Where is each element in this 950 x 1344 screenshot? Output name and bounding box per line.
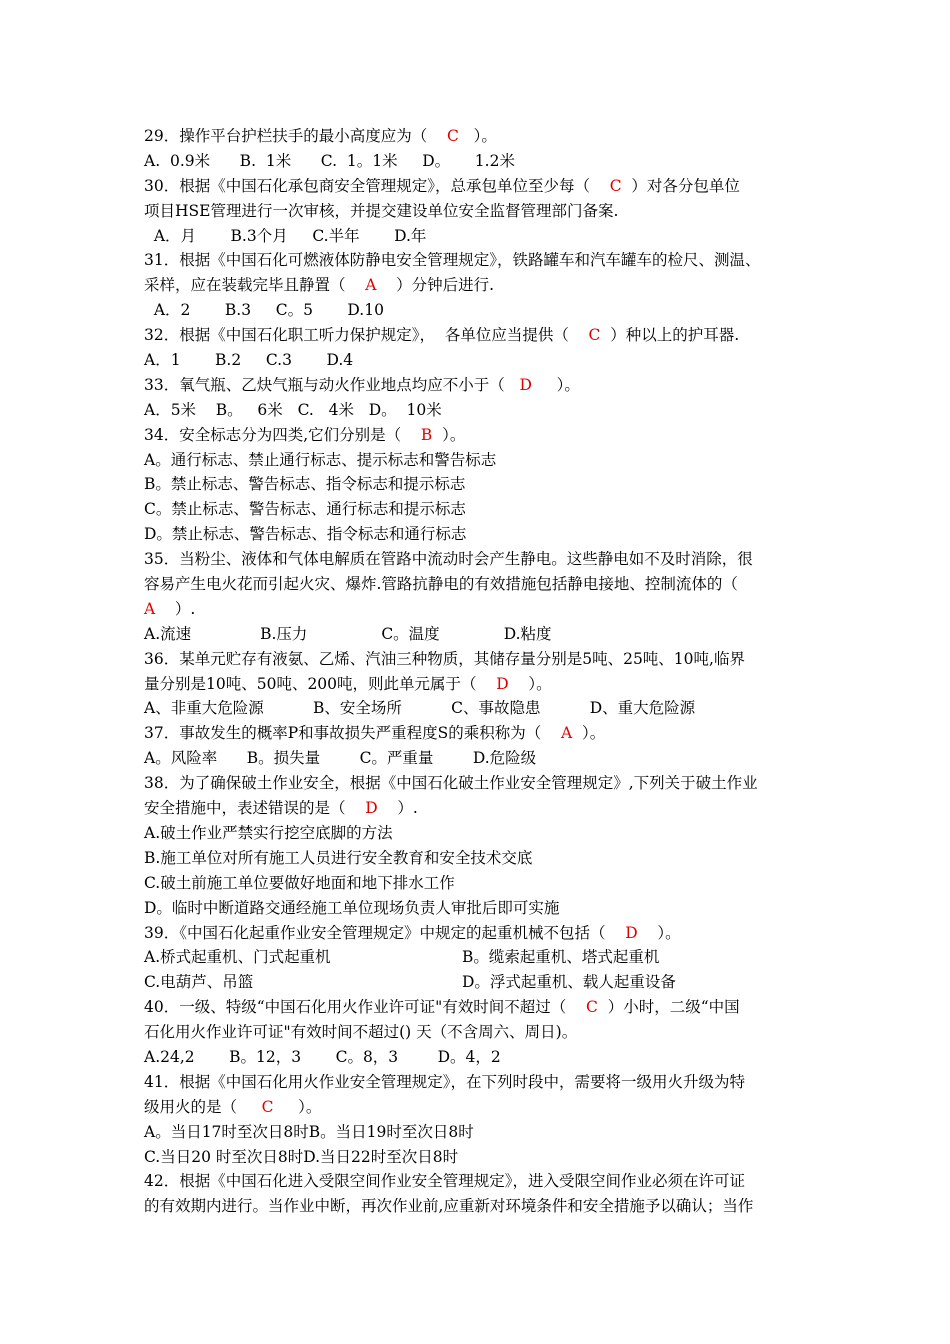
question-34: 34．安全标志分为四类,它们分别是（ B ）。 [144, 425, 466, 444]
options-33: A．5米 B。 6米 C. 4米 D。 10米 [144, 400, 442, 419]
question-30-cont: 项目HSE管理进行一次审核，并提交建设单位安全监督管理部门备案. [144, 201, 619, 220]
answer-30: C [609, 176, 622, 195]
options-39-ab [144, 945, 808, 970]
question-33: 33．氧气瓶、乙炔气瓶与动火作业地点均应不小于（ D ）。 [144, 375, 580, 394]
option-39-b: B。缆索起重机、塔式起重机 [462, 948, 660, 967]
option-34-b: B。禁止标志、警告标志、指令标志和提示标志 [144, 475, 466, 494]
options-29: A. 0.9米 B. 1米 C. 1。1米 D。 1.2米 [144, 151, 515, 170]
question-42-cont: 的有效期内进行。当作业中断，再次作业前,应重新对环境条件和安全措施予以确认；当作 [144, 1197, 754, 1216]
answer-40: C [586, 998, 598, 1017]
options-41-cd: C.当日20 时至次日8时D.当日22时至次日8时 [144, 1147, 459, 1166]
question-35-cont: 容易产生电火花而引起火灾、爆炸.管路抗静电的有效措施包括静电接地、控制流体的（ [144, 575, 738, 594]
question-32: 32．根据《中国石化职工听力保护规定》， 各单位应当提供（ C ）种以上的护耳器. [144, 326, 740, 345]
options-41-ab: A。当日17时至次日8时B。当日19时至次日8时 [144, 1122, 474, 1141]
option-34-a: A。通行标志、禁止通行标志、提示标志和警告标志 [144, 450, 497, 469]
answer-34: B [420, 425, 433, 444]
question-36: 36．某单元贮存有液氨、乙烯、汽油三种物质，其储存量分别是5吨、25吨、10吨,临界 [144, 649, 745, 668]
question-41: 41．根据《中国石化用火作业安全管理规定》，在下列时段中，需要将一级用火升级为特 [144, 1072, 745, 1091]
answer-39: D [625, 923, 638, 942]
options-36: A、非重大危险源 B、安全场所 C、事故隐患 D、重大危险源 [144, 699, 696, 718]
option-38-b: B.施工单位对所有施工人员进行安全教育和安全技术交底 [144, 848, 533, 867]
question-30: 30．根据《中国石化承包商安全管理规定》，总承包单位至少每（ C ）对各分包单位 [144, 176, 740, 195]
option-39-c: C.电葫芦、吊篮 [144, 973, 254, 992]
answer-31: A [365, 276, 377, 295]
answer-37: A [560, 724, 573, 743]
options-30: A．月 B.3个月 C.半年 D.年 [144, 226, 427, 245]
option-38-c: C.破土前施工单位要做好地面和地下排水工作 [144, 873, 455, 892]
question-41-cont: 级用火的是（ C ）。 [144, 1097, 322, 1116]
question-40-cont: 石化用火作业许可证"有效时间不超过() 天（不含周六、周日)。 [144, 1023, 578, 1042]
document-page [144, 124, 808, 1219]
option-39-a: A.桥式起重机、门式起重机 [144, 948, 331, 967]
question-35-cont2: A ）. [144, 599, 196, 618]
question-38-cont: 安全措施中，表述错误的是（ D ）. [144, 799, 418, 818]
answer-36: D [496, 674, 509, 693]
question-31: 31．根据《中国石化可燃液体防静电安全管理规定》，铁路罐车和汽车罐车的检尺、测温、 [144, 251, 761, 270]
options-32: A．1 B.2 C.3 D.4 [144, 351, 354, 370]
option-38-a: A.破土作业严禁实行挖空底脚的方法 [144, 823, 393, 842]
question-37: 37．事故发生的概率P和事故损失严重程度S的乘积称为（ A ）。 [144, 724, 606, 743]
options-35: A.流速 B.压力 C。温度 D.粘度 [144, 624, 552, 643]
question-29: 29．操作平台护栏扶手的最小高度应为（ C ）。 [144, 127, 497, 145]
question-40: 40．一级、特级“中国石化用火作业许可证"有效时间不超过（ C ）小时，二级“中国 [144, 998, 740, 1017]
options-40: A.24,2 B。12，3 C。8，3 D。4，2 [144, 1047, 501, 1066]
answer-32: C [588, 326, 601, 345]
answer-29: C [446, 127, 459, 145]
question-31-cont: 采样，应在装载完毕且静置（ A ）分钟后进行. [144, 276, 495, 295]
option-38-d: D。临时中断道路交通经施工单位现场负责人审批后即可实施 [144, 898, 560, 917]
question-35: 35．当粉尘、液体和气体电解质在管路中流动时会产生静电。这些静电如不及时消除，很 [144, 550, 753, 569]
answer-33: D [519, 375, 532, 394]
answer-35: A [144, 599, 156, 618]
option-39-d: D。浮式起重机、载人起重设备 [462, 973, 676, 992]
answer-41: C [261, 1097, 274, 1116]
option-34-d: D。禁止标志、警告标志、指令标志和通行标志 [144, 525, 467, 544]
options-39-cd [144, 970, 808, 995]
option-34-c: C。禁止标志、警告标志、通行标志和提示标志 [144, 500, 466, 519]
question-36-cont: 量分别是10吨、50吨、200吨，则此单元属于（ D ）。 [144, 674, 552, 693]
question-39: 39．《中国石化起重作业安全管理规定》中规定的起重机械不包括（ D ）。 [144, 923, 681, 942]
answer-38: D [365, 799, 378, 818]
question-42: 42．根据《中国石化进入受限空间作业安全管理规定》，进入受限空间作业必须在许可证 [144, 1172, 745, 1191]
options-37: A。风险率 B。损失量 C。严重量 D.危险级 [144, 749, 537, 768]
question-38: 38．为了确保破土作业安全，根据《中国石化破土作业安全管理规定》,下列关于破土作业 [144, 774, 758, 793]
options-31: A．2 B.3 C。5 D.10 [144, 301, 384, 320]
